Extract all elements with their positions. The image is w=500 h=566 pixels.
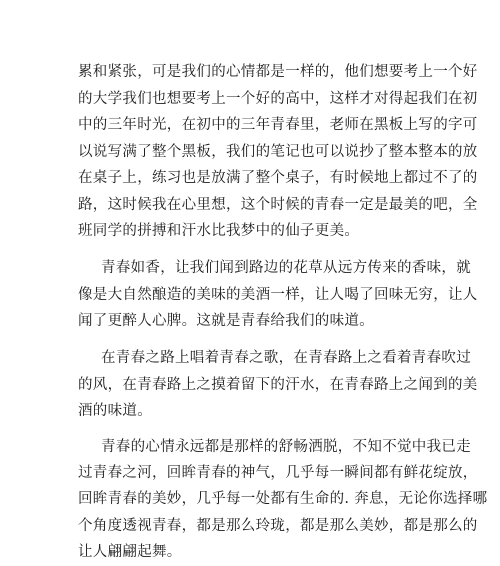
text-line: 的大学我们也想要考上一个好的高中，这样才对得起我们在初: [78, 91, 478, 107]
text-line: 累和紧张，可是我们的心情都是一样的，他们想要考上一个好: [78, 64, 478, 80]
text-line: 青春的心情永远都是那样的舒畅洒脱，不知不觉中我已走: [101, 439, 471, 455]
text-line: 青春如香，让我们闻到路边的花草从远方传来的香味，就: [101, 260, 471, 276]
text-line: 回眸青春的美妙，几乎每一处都有生命的. 奔息，无论你选择哪: [78, 491, 488, 507]
text-line: 个角度透视青春，都是那么玲珑，都是那么美妙，都是那么的: [78, 518, 478, 534]
text-line: 闻了更醉人心脾。这就是青春给我们的味道。: [78, 313, 374, 329]
text-line: 像是大自然酿造的美味的美酒一样，让人喝了回味无穷，让人: [78, 287, 478, 303]
text-line: 过青春之河，回眸青春的神气，几乎每一瞬间都有鲜花绽放，: [78, 465, 478, 481]
text-line: 路，这时候我在心里想，这个时候的青春一定是最美的吧，全: [78, 197, 478, 213]
text-line: 在青春之路上唱着青春之歌，在青春路上之看着青春吹过: [101, 350, 471, 366]
text-line: 让人翩翩起舞。: [78, 544, 182, 560]
text-line: 中的三年时光，在初中的三年青春里，老师在黑板上写的字可: [78, 117, 478, 133]
text-line: 酒的味道。: [78, 403, 152, 419]
text-line: 在桌子上，练习也是放满了整个桌子，有时候地上都过不了的: [78, 170, 478, 186]
text-line: 的风，在青春路上之摸着留下的汗水，在青春路上之闻到的美: [78, 377, 478, 393]
text-line: 以说写满了整个黑板，我们的笔记也可以说抄了整本整本的放: [78, 144, 478, 160]
text-line: 班同学的拼搏和汗水比我梦中的仙子更美。: [78, 223, 360, 239]
